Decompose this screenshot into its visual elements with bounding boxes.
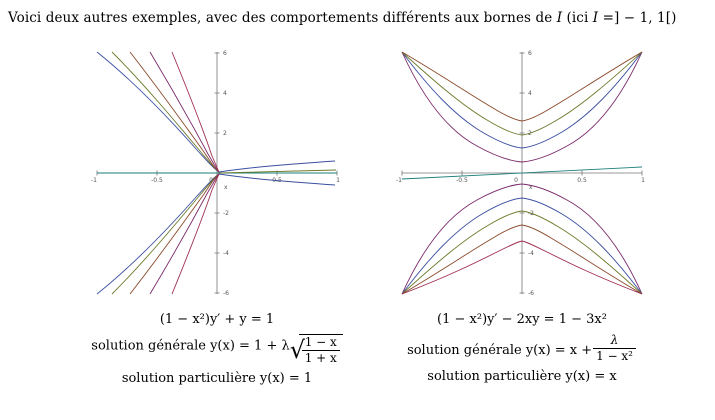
- intro-paragraph: [8, 10, 676, 26]
- ytick-label: -4: [223, 250, 229, 257]
- solution-curve: [172, 52, 219, 172]
- solution-curve: [112, 52, 219, 172]
- xtick-label: -1: [91, 177, 97, 184]
- solution-curve: [172, 174, 219, 294]
- equations-left: [72, 312, 362, 387]
- xtick-label: 1: [336, 177, 340, 184]
- plot-left-axes: [91, 50, 340, 297]
- radicand: [299, 334, 343, 365]
- ytick-label: 6: [223, 50, 227, 57]
- ytick-label: -4: [528, 250, 534, 257]
- general-solution-right: [377, 334, 667, 363]
- xtick-label: -1: [396, 177, 402, 184]
- fraction: [593, 334, 636, 363]
- radical-symbol: √: [289, 335, 306, 364]
- solution-curve: [150, 52, 219, 172]
- examples-panels: [0, 44, 715, 420]
- xtick-label: -0.5: [456, 177, 468, 184]
- xtick-label: 0.5: [272, 177, 282, 184]
- plot-left: [72, 44, 362, 302]
- xtick-label: 1: [641, 177, 645, 184]
- axis-label-x: x: [529, 184, 533, 191]
- fraction-denominator: 1 − x²: [596, 349, 633, 363]
- ytick-label: 2: [223, 130, 227, 137]
- plot-left-svg: [72, 44, 362, 302]
- equations-right: [377, 312, 667, 385]
- solution-curve: [112, 174, 219, 294]
- ytick-label: -2: [223, 210, 229, 217]
- ytick-label: 4: [528, 90, 532, 97]
- square-root-icon: [290, 334, 343, 365]
- general-solution-left-label: solution générale y(x) = 1 + λ: [91, 338, 290, 354]
- particular-solution-left: solution particulière y(x) = 1: [121, 371, 313, 387]
- general-solution-right-label: solution générale y(x) = x +: [407, 342, 593, 358]
- equation-main-right: (1 − x²)y′ − 2xy = 1 − 3x²: [437, 312, 607, 327]
- ytick-label: 6: [528, 50, 532, 57]
- plot-right-svg: [377, 44, 667, 302]
- plot-right: [377, 44, 667, 302]
- intro-text-after: =] − 1, 1[): [598, 10, 677, 26]
- solution-curve: [97, 52, 219, 172]
- axis-label-x: x: [224, 184, 228, 191]
- particular-solution-right: solution particulière y(x) = x: [427, 369, 617, 385]
- symbol-I-first: I: [556, 10, 563, 26]
- xtick-label: 0: [209, 177, 213, 184]
- example-panel-left: [72, 44, 362, 387]
- ytick-label: -6: [528, 290, 534, 297]
- symbol-I-second: I: [592, 10, 599, 26]
- solution-curve: [130, 52, 219, 172]
- fraction-numerator: λ: [593, 334, 636, 349]
- fraction: [302, 336, 340, 365]
- fraction-denominator: 1 + x: [304, 351, 337, 365]
- ytick-label: 2: [528, 130, 532, 137]
- ytick-label: -6: [223, 290, 229, 297]
- intro-text-mid: (ici: [562, 10, 593, 26]
- solution-curve: [97, 174, 219, 294]
- xtick-label: 0.5: [577, 177, 587, 184]
- solution-curve: [130, 174, 219, 294]
- fraction-numerator: 1 − x: [302, 336, 340, 351]
- ytick-label: 4: [223, 90, 227, 97]
- xtick-label: 0: [514, 177, 518, 184]
- example-panel-right: [377, 44, 667, 385]
- solution-curve: [150, 174, 219, 294]
- intro-text-before: Voici deux autres exemples, avec des comportements différents aux bornes de: [8, 10, 557, 26]
- xtick-label: -0.5: [151, 177, 163, 184]
- equation-main-left: (1 − x²)y′ + y = 1: [159, 312, 275, 327]
- ytick-label: -2: [528, 210, 534, 217]
- general-solution-left: [72, 334, 362, 365]
